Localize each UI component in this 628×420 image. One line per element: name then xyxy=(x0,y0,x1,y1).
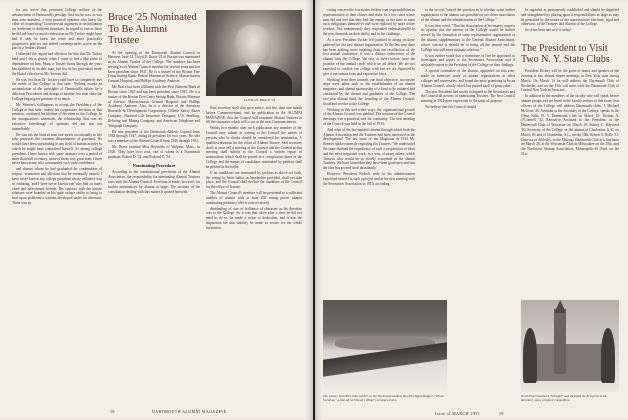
winter-photo-caption: The wintery festivities come earlier on the Dartmouth campus than Phi Sigma Kappa's "Winter Carnival," a take-off on Winnie's Winter Carnival contest. xyxy=(323,394,445,402)
left-col1-p5: He was not the kind of man one meets occasionally in life who possesses the common denominators of greatness. He would have been outstanding in any field of human activity to which he might have committed himself. As among college presidents I have known with some intimacy over a period of more than half a century, some of them very great men, I have never known one who commanded such wide confidence. xyxy=(12,132,102,166)
brace-portrait-photo xyxy=(206,10,302,96)
left-col1-p6: and alumni whom he had graduated the combination of respect, veneration and affection that he eventually earned. I have never known any college president whose influence was so enduring; and I have never known one who had so many close and affectionate friends. His contacts with the trustee relations were founded on his quite unique ability to bring to bear upon problems a wisdom developed under his direction. There was no xyxy=(12,167,102,206)
right-col3-p2: So it has been and so it is today! xyxy=(525,28,572,33)
winter-stream-photo xyxy=(323,300,447,392)
president-headline: The President to Visit Two N. Y. State Clubs xyxy=(521,43,610,66)
right-col2-p4: A special committee of the alumni, appointed on this vote, made an intensive study of alumni organizations at other colleges and universities, and found the most promising to be an Alumni Council, a body which has proved itself of great value. xyxy=(421,69,515,88)
right-issue-label: Issue of MARCH 1955 xyxy=(435,411,480,416)
right-col1-p5: And what of the fair-minded citizens through which both the Alumni Association and the Trustees had been interested in the development? The last issue of the Magazine in 1914 Mr. Streeter spoke earnestly regarding the Trustees: 'We understood the same doubted the expediency of such a cooperation of ideas and the most important work, in a way, of many others, which Trustees who would be so closely concerned as the alumni Trustees. We have found that they have been good men and that the idea has proved itself abundantly.' xyxy=(323,127,415,171)
nominating-heading: Nominating Procedure xyxy=(132,162,176,168)
left-col-1 xyxy=(12,8,102,403)
left-col2-p3: He was president of the Dartmouth Athletic Council from 1942 through 1947, acting as president for two years. He also was a member of the Alumni Council from 1946 through 1952. xyxy=(108,129,200,144)
left-col3-quote-4: The Alumni Council's nominee will be presented to a sufficient number of alumni with at least 250 voting power alumni nominating petitions (which were received). xyxy=(206,191,302,205)
left-col2-after-p1: According to the constitutional provisions of the Alumni Association, the responsibility for nominating Alumni Trustees rests with the Alumni Council. Provision is made, however, for further nominations by alumni at large. The sections of the constitution dealing with this matter is quoted herewith: xyxy=(108,170,200,194)
building-tower xyxy=(554,309,566,373)
brace-photo-caption: LLOYD D. BRACE '25 xyxy=(244,98,276,102)
left-col2-p2: Mr. Brace has been affiliated with the First National Bank of Boston since 1925 and has been president since 1947. He is a trustee of the Boston Five Cents Saving Bank, Boston Museum of Science, Massachusetts General Hospital, and Phillips Academy, Andover. Also, he is a director of the American Research & Development Corporation, Gillette Safety Razor Company, National Life Insurance Company, U.S. Smelting, Refining and Mining Company, and American Telephone and Telegraph Company. xyxy=(108,85,200,128)
left-col2-p1: At the opening of the Dartmouth Alumni Council in Hanover, June 12, Lloyd D. Brace '25 of Boston was nominated as an Alumni Trustee of the College. The nominee has been serving as an Alumni Council member for several years and has been president since 1947. He is a trustee of the Boston Five Cents Saving Bank, Boston Museum of Science, Massachusetts General Hospital, and Phillips Academy, Andover. xyxy=(108,50,200,84)
portrait-face xyxy=(235,25,271,65)
right-col1-p4: Working in this and wider ways, the organizational growth of the Alumni Council was gradual. The creation of the Council meetings was a practical tool for continuity. The first meeting of the Council was held in the fall of 1913. xyxy=(323,107,415,126)
building-spire xyxy=(554,300,566,313)
left-magazine-title: DARTMOUTH ALUMNI MAGAZINE xyxy=(152,409,227,414)
left-page xyxy=(0,0,313,420)
building-hall xyxy=(529,344,611,381)
right-col2-p2: It was then voted, "That the Association of Secretaries express its opinion that the interest of the College would be further served by the formation of some representative organization of the alumni, supplementary to the General Alumni Association, whose concern it should be to bring all the alumni and the College into still more intimate relations." xyxy=(421,23,515,52)
right-col1-p3: Working from then towards our final objective, successive steps were taken such as the establishment of an alumni magazine, and alumni sponsorship of a fund to be initiated and conducted by the alumni and graduates of the College. The two-year alumni fund, the founding of the Alumni Council, fiscal and service to the College. xyxy=(323,77,415,106)
left-col1-p1: for any move that promised College welfare or the advancement of Dartmouth's prestige. And not he was, as was then seen manifest, a very practical operator who knew the value of cooperating! Controversial argument or recrimination are irrelevant to different situations. In regard to one as these he did not have so much reservation as Dr. Tucker might have had if only he knew the wiser and more practically progressive policies and indeed contemporaries active on the part of a Jenkins' Board. xyxy=(12,8,102,51)
right-col1-p1: voting concern the secretaries in their own responsibilities as representatives of their classes and clubs. In a few cases where men did not feel that they had the energy or the time to meet such obligations themselves and were replaced by more active workers. Not unanimously they responded enthusiastically to the new demands on their ability and to the challenge. xyxy=(323,8,415,36)
brace-headline: Brace '25 Nominated To Be Alumni Trustee xyxy=(108,12,197,46)
right-page xyxy=(315,0,628,420)
right-col2-p1: to the record, "raised the question as to whether some further organization of the alumni was possible for yet closer association of the alumni and the administration of the College." xyxy=(421,8,515,22)
left-col1-p4: Mr. Streeter's willingness to accept the Presidency of the College at that time, indeed his cooperative devotion in that position, continued his lifetime of devotion to the College. In the inauguration's aftermath, the relationship that was an extensive interchange of opinions did not run out immediately. xyxy=(12,102,102,131)
right-col-2 xyxy=(421,8,515,240)
right-col3-after-p2: In addition to the members of the faculty who will speak before alumni groups and are listed in the faculty section of this issue, four officers of the College will address Dartmouth clubs. J. Michael McGean '49, Assistant to the Secretary of the College, speaks to the Glens Falls, N. Y. Dartmouth Club on March 10; Thomas A. O'Connell '32, Executive Assistant to the President, at the Dartmouth Club of Worcester on March 18; Sidney C. Hayward '26, Secretary of the College, at the alumni of Charleston, S. C. on March 18; and of Charleston, S.C., on the 19th; Robert A. Rolle '31, Director of Athletics, to the Chicago Dartmouth Club at a luncheon on March 28, at the Wisconsin Club in Milwaukee on the 29th, and the Northwest Alumni Association, Minneapolis-St. Paul, on the 31st. xyxy=(521,94,619,156)
left-col3-quote-3: If no candidates are nominated by petition as above set forth, the voting by letter ballot, as hereinafter provided, shall not take place, and the Council shall declare the candidate of the Council for the office of Trustee. xyxy=(206,170,302,190)
right-col-3 xyxy=(521,8,619,293)
left-col3-p1: dismantling of size or brilliance of character as his devotion was to the College. So it was that when after a time he did not need to do so, he made a virtue of dedication, and it was the inspiration for that stability he made so secure for the whole institution. xyxy=(206,206,302,230)
left-col1-p3: He was less than Dr. Tucker could have so completely met the needs of the College in that time. Nothing except an accumulation of the oversights of Dartmouth's affairs by a delicious Providence and doings of another few men since the College began gave promise of so much. xyxy=(12,77,102,101)
right-col2-p3: It was further voted that a committee of five be appointed to investigate and report to the Secretaries Association and if advisable report to the President of the College on their findings. xyxy=(421,53,515,68)
right-col2-p5: The new President had wisely delegated to the Secretaries and the Council all powers of nominating Trustees. The first Council meeting in 1914 gave expression to the unity of purpose. xyxy=(421,89,515,104)
left-col-3 xyxy=(206,106,302,396)
left-col2-p4: Mr. Brace married Miss Reynolds of Walpole, Mass., in 1926. They have two sons, one of whom is a Dartmouth graduate, Robert D. '52, and Richard C. '54. xyxy=(108,145,200,159)
snow-sculpture-photo xyxy=(521,300,619,392)
right-col2-p6: We believe that this Council should xyxy=(425,105,477,110)
left-col1-p2: I inherited the regard and affection for him that Dr. Tucker held and I felt it greatly when I came to feel a like sense of dependence on him. Many a Trustee down through the years has qualified as an able man, but few in his generation made the Board effective as Mr. Streeter did. xyxy=(12,52,102,76)
left-col3-quote-2: Within two months after such publication any member of the Council may submit in writing to the Council the names of persons who he thinks should be considered for nomination. A qualified alumnus for the office of Alumni Trustee. Said secretary shall, at once call a meeting of the Council and the Council at that meeting shall submit to the Council a written report of nominations which shall be posted in a conspicuous place in the College and the names of candidates nominated by petition shall be printed in the ballot. xyxy=(206,126,302,169)
tree-left xyxy=(523,328,537,383)
right-folio-number: 19 xyxy=(499,411,504,416)
left-col3-quote-1: Said secretary shall also give notice, not less than one month before Commencement, and by publication in the ALUMNI MAGAZINE, that the Council will nominate Alumni Trustees to fill the vacancies which will occur at the next Commencement. xyxy=(206,106,302,125)
right-col3-p1: be regarded as permanently established and should be dignified and strengthened by placing upon it responsibilities as large as may be permitted by the nature of the representative elections, legal and otherwise, of the Trustees and Alumni of the College. xyxy=(521,8,619,27)
sculpture-photo-caption: North Fayerweather's "tetraglot" was awarded the first prize in the dormitory snow sculpture competition. xyxy=(521,394,607,402)
right-col3-after-p1: President Dickey will be the guest of honor and speaker of the evening at two alumni dinner meetings in New York state during March. On March 14 he will address the Dartmouth Club of Rochester, and on the 15th will meet with the Dartmouth Club of Central New York in Syracuse. xyxy=(521,69,619,93)
left-col-2 xyxy=(108,4,200,399)
tree-right xyxy=(601,328,615,383)
right-col1-p2: As a new President Tucker felt justified in acting on those gathered for the new alumni organization. To the last year there has been nothing more inspiring than our recollection of the first annual conference. It was a distinct rediscovery of the alumni with the College. We saw, as never before, have the promise of the annual circle which we all desire. We are not expected to confine our college with but we are expected to give it our reason form and expressive force. xyxy=(323,37,415,76)
right-col1-p6: However, President Nichols early in his administration expressed interest in such a project and in his first meeting with the Secretaries Association in 1910, according xyxy=(323,172,415,186)
left-folio-number: 18 xyxy=(110,409,115,414)
